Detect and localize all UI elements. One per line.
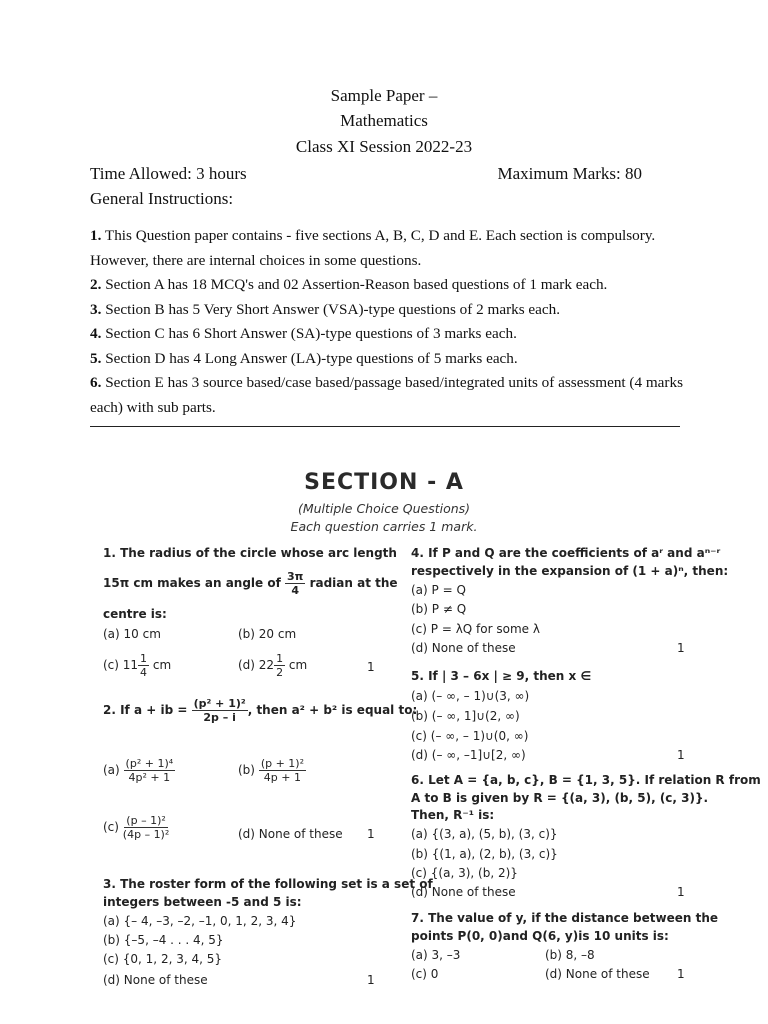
q4-stem-line2: respectively in the expansion of (1 + a)ⁿ, then: (411, 564, 729, 578)
q2-option-b: (b) $\frac{\text{(p + 1)²}}{4p + 1}$ (238, 757, 304, 784)
q7-option-c: (c) 0 (411, 967, 439, 981)
q6-mark: 1 (677, 885, 685, 899)
q2-option-c: (c) $\frac{\text{(p – 1)²}}{\text{(4p – 1)²}}$ (103, 814, 170, 841)
instruction-item: 4. Section C has 6 Short Answer (SA)-type questions of 3 marks each. (90, 325, 517, 342)
section-marks-note: Each question carries 1 mark. (290, 519, 478, 534)
q7-option-a: (a) 3, –3 (411, 948, 461, 962)
q3-mark: 1 (367, 973, 375, 987)
instruction-item: 6. Section E has 3 source based/case based/passage based/integrated units of assessment (4 marks each) with sub parts. (90, 374, 683, 416)
paper-subject: Mathematics (340, 111, 428, 130)
q1-option-b: (b) 20 cm (238, 627, 297, 641)
q3-stem: 3. The roster form of the following set is a set of (103, 877, 433, 891)
q6-option-b: (b) {(1, a), (2, b), (3, c)} (411, 847, 558, 861)
q6-option-d: (d) None of these (411, 885, 516, 899)
q3-stem-line2: integers between -5 and 5 is: (103, 895, 302, 909)
q1-stem: 1. The radius of the circle whose arc length (103, 546, 397, 560)
q5-mark: 1 (677, 748, 685, 762)
right-column (411, 0, 761, 1024)
q1-stem-line2: 15π cm makes an angle of $\frac{3\pi}{4}$ radian at the (103, 570, 398, 597)
q6-option-a: (a) {(3, a), (5, b), (3, c)} (411, 827, 558, 841)
q7-option-b: (b) 8, –8 (545, 948, 595, 962)
q2-stem: 2. If a + ib = $\frac{\text{(p² + 1)²}}{2p - i}$ , then a² + b² is equal to: (103, 697, 418, 724)
q7-stem: 7. The value of y, if the distance between the (411, 911, 719, 925)
q6-option-c: (c) {(a, 3), (b, 2)} (411, 866, 518, 880)
q7-stem-line2: points P(0, 0)and Q(6, y)is 10 units is: (411, 929, 669, 943)
q4-option-c: (c) P = λQ for some λ (411, 622, 540, 636)
instruction-item: 2. Section A has 18 MCQ's and 02 Assertion-Reason based questions of 1 mark each. (90, 276, 608, 293)
maximum-marks: Maximum Marks: 80 (497, 164, 642, 183)
q2-mark: 1 (367, 827, 375, 841)
q3-option-d: (d) None of these (103, 973, 208, 987)
instruction-item: 3. Section B has 5 Very Short Answer (VSA)-type questions of 2 marks each. (90, 300, 561, 318)
q1-mark: 1 (367, 660, 375, 674)
q3-option-c: (c) {0, 1, 2, 3, 4, 5} (103, 952, 222, 966)
section-subtitle: (Multiple Choice Questions) (297, 501, 471, 516)
q6-stem-line2: A to B is given by R = {(a, 3), (b, 5), (c, 3)}. (411, 791, 709, 805)
q7-mark: 1 (677, 967, 685, 981)
q1-option-a: (a) 10 cm (103, 627, 161, 641)
q2-option-d: (d) None of these (238, 827, 343, 841)
time-allowed: Time Allowed: 3 hours (90, 164, 247, 183)
q7-option-d: (d) None of these (545, 967, 650, 981)
q5-option-b: (b) (– ∞, 1]∪(2, ∞) (411, 709, 520, 723)
q3-option-a: (a) {– 4, –3, –2, –1, 0, 1, 2, 3, 4} (103, 914, 297, 928)
q4-mark: 1 (677, 641, 685, 655)
q5-option-a: (a) (– ∞, – 1)∪(3, ∞) (411, 689, 530, 703)
q5-option-d: (d) (– ∞, –1]∪[2, ∞) (411, 748, 526, 762)
section-title: SECTION - A (304, 470, 464, 495)
q4-option-d: (d) None of these (411, 641, 516, 655)
q4-option-a: (a) P = Q (411, 583, 466, 597)
q2-option-a: (a) $\frac{\text{(p² + 1)⁴}}{\text{4p² + 1}}$ (103, 757, 174, 784)
q4-option-b: (b) P ≠ Q (411, 602, 467, 616)
q1-option-c: (c) 11 $\frac{1}{4}$ cm (103, 652, 172, 679)
q5-stem: 5. If | 3 – 6x | ≥ 9, then x ∈ (411, 669, 592, 683)
paper-class-session: Class XI Session 2022-23 (295, 137, 473, 156)
general-instructions-heading: General Instructions: (90, 189, 234, 208)
q5-option-c: (c) (– ∞, – 1)∪(0, ∞) (411, 729, 529, 743)
q4-stem: 4. If P and Q are the coefficients of aʳ and aⁿ⁻ʳ (411, 546, 721, 560)
instruction-item: 5. Section D has 4 Long Answer (LA)-type questions of 5 marks each. (90, 349, 518, 367)
q6-stem-line3: Then, R⁻¹ is: (411, 808, 495, 822)
q3-option-b: (b) {–5, –4 . . . 4, 5} (103, 933, 224, 947)
q1-stem-line3: centre is: (103, 607, 167, 621)
q1-option-d: (d) 22 $\frac{1}{2}$ cm (238, 652, 308, 679)
instruction-item: 1. This Question paper contains - five sections A, B, C, D and E. Each section is compulsory. However, there are internal choices in some questions. (90, 227, 656, 269)
paper-title: Sample Paper – (330, 86, 438, 105)
q6-stem: 6. Let A = {a, b, c}, B = {1, 3, 5}. If relation R from (411, 773, 761, 787)
